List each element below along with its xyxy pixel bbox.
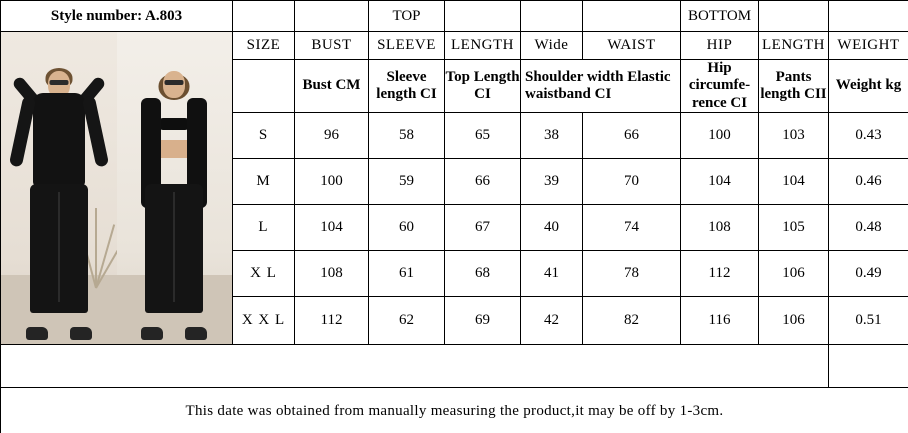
group-spacer-2 [295,1,369,32]
subheader-sleeve: Sleeve length CI [369,59,445,113]
group-heading-top: TOP [369,1,445,32]
table-row-spacer [1,345,908,388]
cell-wide: 38 [521,113,583,159]
cell-size: S [233,113,295,159]
cell-weight: 0.43 [829,113,908,159]
cell-length-top: 67 [445,205,521,251]
cell-hip: 104 [681,159,759,205]
group-spacer-6 [759,1,829,32]
cell-length-bottom: 104 [759,159,829,205]
model-leg-split [58,192,60,302]
group-spacer-7 [829,1,908,32]
cell-length-bottom: 106 [759,251,829,297]
cell-size: X X L [233,296,295,344]
group-spacer-1 [233,1,295,32]
model-shoe-left-2 [141,327,163,340]
cell-size: M [233,159,295,205]
table-row-groups [1,1,908,32]
cell-wide: 42 [521,296,583,344]
header-bust: BUST [295,32,369,60]
style-number-cell: Style number: A.803 [1,1,233,32]
cell-weight: 0.49 [829,251,908,297]
cell-bust: 104 [295,205,369,251]
model-bralette [159,118,189,130]
cell-bust: 112 [295,296,369,344]
group-spacer-5 [583,1,681,32]
cell-waist: 74 [583,205,681,251]
cell-wide: 41 [521,251,583,297]
model-shoe-right-2 [185,327,207,340]
header-waist: WAIST [583,32,681,60]
cell-hip: 116 [681,296,759,344]
header-length-top: LENGTH [445,32,521,60]
model-shoe-left [26,327,48,340]
cell-bust: 96 [295,113,369,159]
table-row-footer [1,388,908,433]
cell-sleeve: 62 [369,296,445,344]
product-photos-cell [1,32,233,345]
product-photo-left [1,32,117,344]
subheader-length-top: Top Length CI [445,59,521,113]
cell-sleeve: 59 [369,159,445,205]
cell-length-bottom: 106 [759,296,829,344]
cell-waist: 82 [583,296,681,344]
cell-sleeve: 61 [369,251,445,297]
cell-hip: 112 [681,251,759,297]
cell-hip: 100 [681,113,759,159]
group-heading-bottom: BOTTOM [681,1,759,32]
cell-weight: 0.46 [829,159,908,205]
table-row-headers [1,32,908,60]
cell-waist: 78 [583,251,681,297]
subheader-hip: Hip circumfe-rence CI [681,59,759,113]
group-spacer-3 [445,1,521,32]
cell-wide: 40 [521,205,583,251]
subheader-weight: Weight kg [829,59,908,113]
cell-size: L [233,205,295,251]
cell-bust: 100 [295,159,369,205]
model-shoe-right [70,327,92,340]
subheader-length-bottom: Pants length CII [759,59,829,113]
cell-sleeve: 60 [369,205,445,251]
sunglasses-icon-2 [165,80,184,85]
footer-note: This date was obtained from manually measuring the product,it may be off by 1-3cm. [1,388,908,433]
cell-weight: 0.51 [829,296,908,344]
header-length-bottom: LENGTH [759,32,829,60]
cell-length-bottom: 103 [759,113,829,159]
header-size: SIZE [233,32,295,60]
cell-length-top: 69 [445,296,521,344]
subheader-size [233,59,295,113]
model-figure-left [4,65,114,340]
cell-length-bottom: 105 [759,205,829,251]
cell-wide: 39 [521,159,583,205]
cell-hip: 108 [681,205,759,251]
subheader-wide-waist: Shoulder width Elastic waistband CI [521,59,681,113]
header-weight: WEIGHT [829,32,908,60]
spacer-cell [1,345,829,388]
cell-length-top: 65 [445,113,521,159]
model-arm-right [81,95,109,168]
product-photo-right [117,32,233,344]
model-midriff [161,140,187,158]
cell-length-top: 66 [445,159,521,205]
group-spacer-4 [521,1,583,32]
header-hip: HIP [681,32,759,60]
model-cardigan [33,93,85,186]
cell-waist: 70 [583,159,681,205]
model-figure-right [119,65,229,340]
header-sleeve: SLEEVE [369,32,445,60]
header-wide: Wide [521,32,583,60]
cell-waist: 66 [583,113,681,159]
cell-size: X L [233,251,295,297]
cell-sleeve: 58 [369,113,445,159]
subheader-bust: Bust CM [295,59,369,113]
cell-length-top: 68 [445,251,521,297]
cell-bust: 108 [295,251,369,297]
cell-weight: 0.48 [829,205,908,251]
sunglasses-icon [49,80,68,85]
model-leg-split-2 [173,192,175,302]
